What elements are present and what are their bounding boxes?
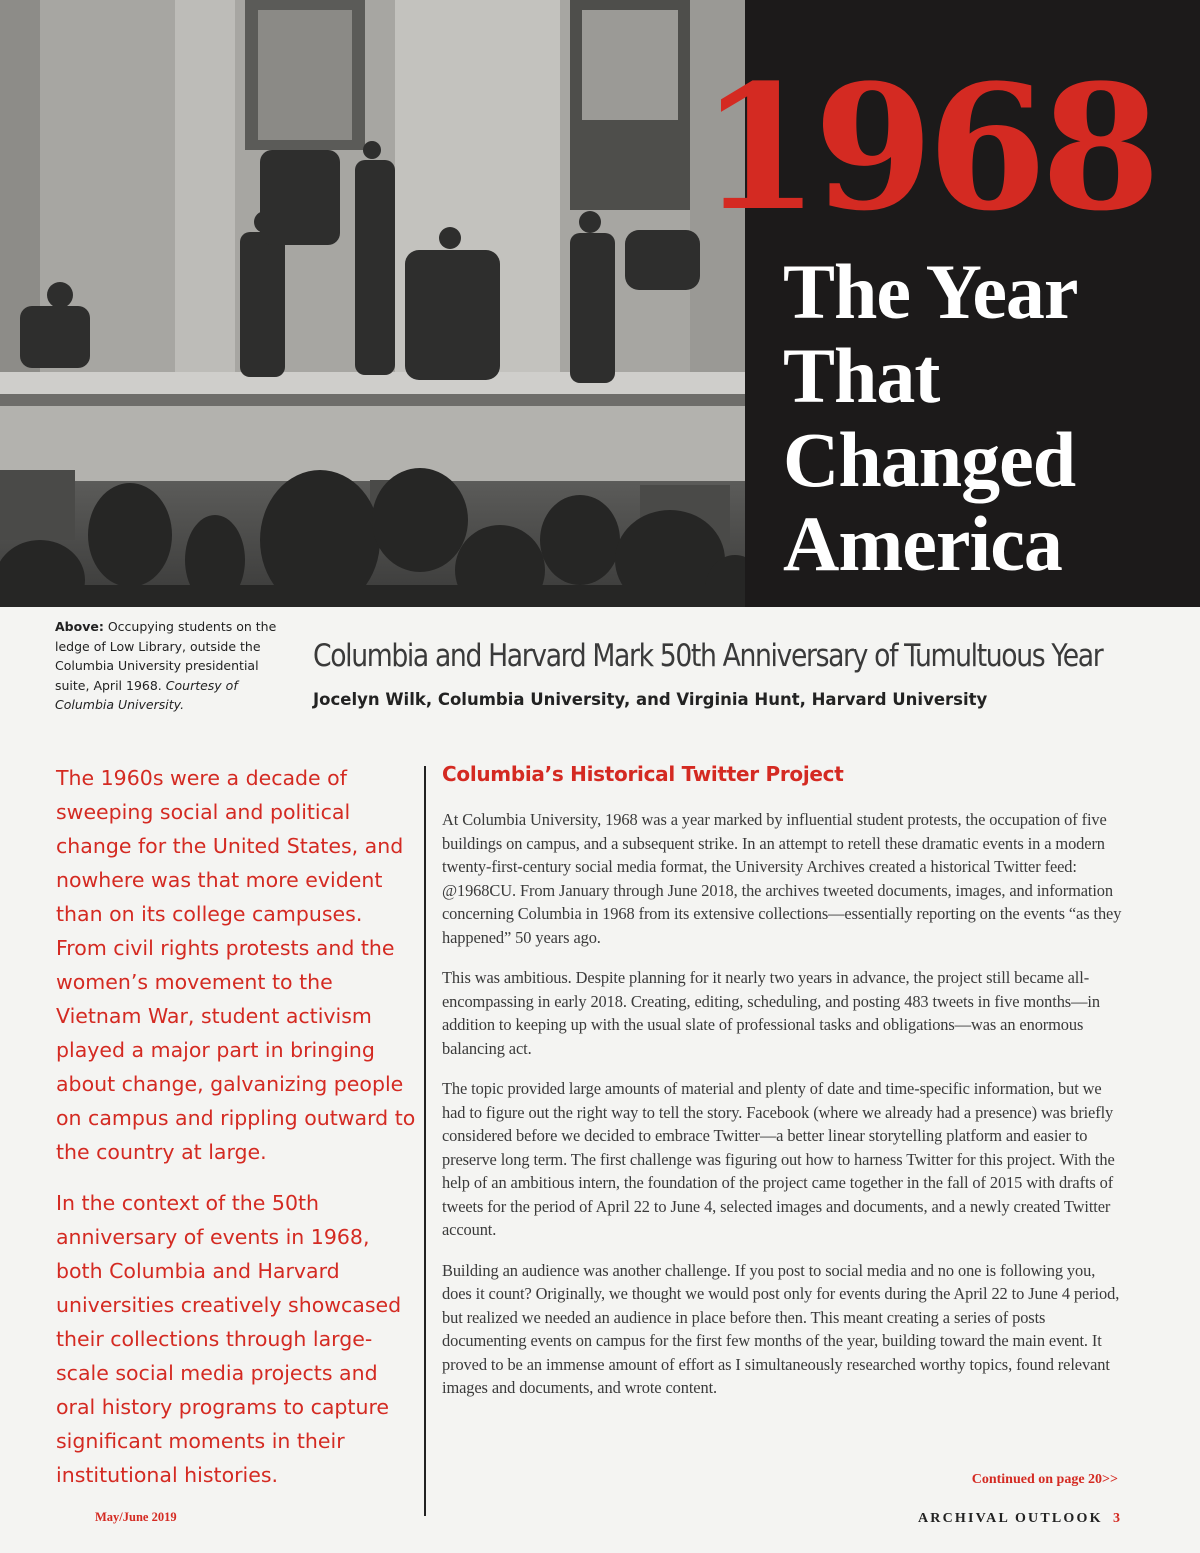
issue-date: May/June 2019 xyxy=(95,1510,177,1524)
article-subtitle: Columbia and Harvard Mark 50th Anniversary of Tumultuous Year xyxy=(313,638,1103,674)
body-paragraph: This was ambitious. Despite planning for it nearly two years in advance, the project still became all-encompassing in early 2018. Creating, editing, scheduling, and posting 483 tweets in five months—in addition to keeping up with the usual slate of professional tasks and obligations—was an enormous balancing act. xyxy=(442,968,1100,1058)
year-title: 1968 xyxy=(700,46,1155,249)
intro-paragraph: In the context of the 50th anniversary of events in 1968, both Columbia and Harvard universities creatively showcased their collections through large-scale social media projects and oral history programs to capture significant moments in their institutional histories. xyxy=(56,1191,402,1487)
article-authors: Jocelyn Wilk, Columbia University, and Virginia Hunt, Harvard University xyxy=(313,690,988,709)
caption-credit: Courtesy of Columbia University. xyxy=(55,677,238,712)
photo-illustration xyxy=(0,0,745,607)
headline xyxy=(783,250,1183,586)
column-divider xyxy=(424,766,426,1516)
caption-label: Above: xyxy=(55,619,104,634)
headline-line: That xyxy=(783,332,940,419)
body-paragraph: The topic provided large amounts of material and plenty of date and time-specific information, but we had to figure out the right way to tell the story. Facebook (where we already had a presence) was briefly considered before we decided to embrace Twitter—a better linear storytelling platform and easier to preserve long term. The first challenge was figuring out how to harness Twitter for this project. With the help of an ambitious intern, the foundation of the project came together in the fall of 2015 with drafts of tweets for the period of April 22 to June 4, selected images and documents, and a newly created Twitter account. xyxy=(442,1079,1115,1239)
body-paragraph: At Columbia University, 1968 was a year marked by influential student protests, the occupation of five buildings on campus, and a subsequent strike. In an attempt to retell these dramatic events in a modern twenty-first-century social media format, the University Archives created a historical Twitter feed: @1968CU. From January through June 2018, the archives tweeted documents, images, and information concerning Columbia in 1968 from its extensive collections—essentially reporting on the events “as they happened” 50 years ago. xyxy=(442,810,1122,947)
hero-banner xyxy=(0,0,1200,607)
article-body xyxy=(442,762,1122,1417)
section-heading: Columbia’s Historical Twitter Project xyxy=(442,762,844,786)
page-number: 3 xyxy=(1113,1511,1120,1526)
continued-link[interactable]: Continued on page 20>> xyxy=(971,1472,1118,1487)
caption-text: Occupying students on the ledge of Low Library, outside the Columbia University presidential suite, April 1968. xyxy=(55,619,277,693)
photo-caption xyxy=(55,617,280,715)
headline-line: Changed xyxy=(783,416,1076,503)
intro-paragraph: The 1960s were a decade of sweeping social and political change for the United States, and nowhere was that more evident than on its college campuses. From civil rights protests and the women’s movement to the Vietnam War, student activism played a major part in bringing about change, galvanizing people on campus and rippling outward to the country at large. xyxy=(56,766,416,1164)
protest-photo xyxy=(0,0,745,607)
intro-pullout xyxy=(56,761,416,1509)
body-paragraph: Building an audience was another challenge. If you post to social media and no one is following you, does it count? Originally, we thought we would post only for events during the April 22 to June 4 period, but realized we needed an audience in place before then. This meant creating a series of posts documenting events on campus for the first few months of the year, building toward the main event. It proved to be an immense amount of effort as I simultaneously researched worthy topics, found relevant images and documents, and wrote content. xyxy=(442,1260,1120,1397)
publication-name: ARCHIVAL OUTLOOK xyxy=(918,1511,1103,1526)
headline-line: America xyxy=(783,500,1062,587)
headline-line: The Year xyxy=(783,248,1078,335)
